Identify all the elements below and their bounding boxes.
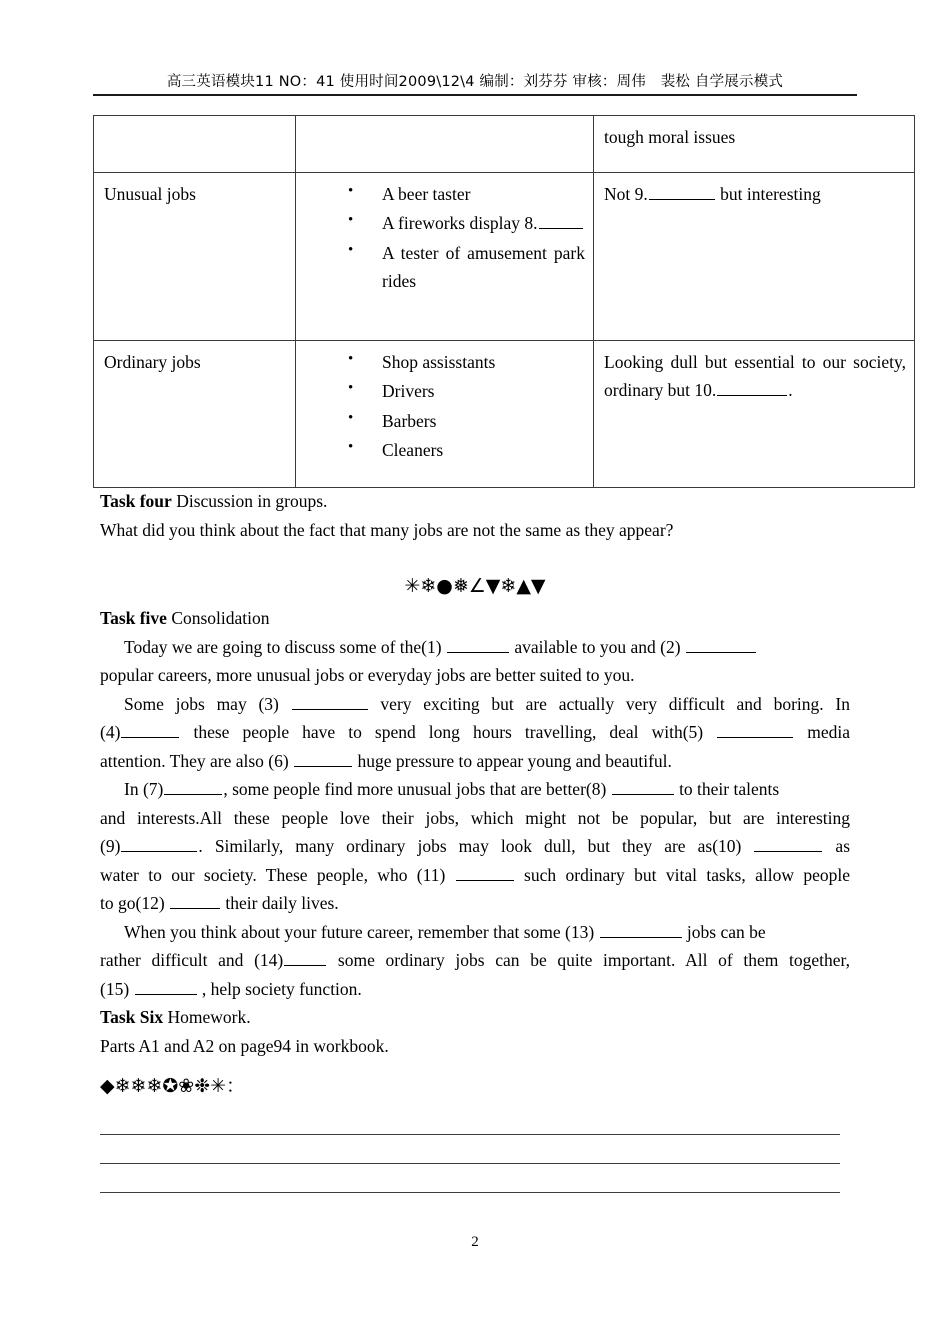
- decorative-symbols-row-2: ◆❄❄❄✪❀❉✳：: [100, 1075, 246, 1097]
- cell-category: Ordinary jobs: [94, 341, 296, 488]
- cell-note: tough moral issues: [594, 116, 915, 173]
- text-run: huge pressure to appear young and beautiful.: [353, 750, 672, 771]
- note-prefix: Not 9.: [604, 184, 648, 204]
- task-four-question: What did you think about the fact that many jobs are not the same as they appear?: [100, 519, 674, 540]
- task-five-paragraph-4-line-3: [100, 975, 850, 1004]
- text-run: , help society function.: [197, 978, 362, 999]
- task-five-heading: [100, 604, 850, 633]
- answer-blank-10: [717, 381, 787, 396]
- table-row: [94, 173, 915, 341]
- list-item: [306, 209, 585, 237]
- task-five-label: Task five: [100, 608, 167, 628]
- task-five-paragraph-3-line-5: [100, 889, 850, 918]
- answer-blank-11: [456, 866, 514, 881]
- task-six-title: Homework.: [163, 1007, 251, 1028]
- cell-category: Unusual jobs: [94, 173, 296, 341]
- text-run: available to you and (2): [509, 636, 685, 657]
- text-run: very exciting but are actually very difficult and boring. In: [368, 693, 850, 714]
- list-item: [306, 436, 585, 464]
- answer-blank-14: [284, 951, 326, 966]
- list-item-text: Shop assisstants: [382, 352, 496, 372]
- list-item: [306, 377, 585, 405]
- note-suffix: .: [788, 380, 793, 401]
- blank-writing-line-2: [100, 1163, 840, 1164]
- text-run: such ordinary but vital tasks, allow people: [514, 864, 850, 885]
- task-six-label: Task Six: [100, 1007, 164, 1028]
- text-run: (9): [100, 836, 121, 857]
- cell-category: [94, 116, 296, 173]
- answer-blank-7: [164, 780, 222, 795]
- text-run: When you think about your future career, remember that some (13): [124, 921, 599, 942]
- bullet-list: [306, 180, 585, 295]
- list-item-text: Drivers: [382, 381, 435, 402]
- answer-blank-15: [135, 980, 197, 995]
- list-item-text: Cleaners: [382, 440, 444, 461]
- blank-writing-line-3: [100, 1192, 840, 1193]
- answer-blank-1: [447, 638, 509, 653]
- task-six-line: Parts A1 and A2 on page94 in workbook.: [100, 1035, 389, 1056]
- answer-blank-5: [717, 723, 793, 738]
- answer-blank-2: [686, 638, 756, 653]
- answer-blank-13: [600, 923, 682, 938]
- task-six-heading: [100, 1003, 850, 1032]
- bullet-list: [306, 348, 585, 464]
- page-number: 2: [471, 1234, 479, 1250]
- task-five-paragraph-3-line-2: and interests.All these people love their jobs, which might not be popular, but are interesting: [100, 807, 850, 828]
- task-five-paragraph-3-line-4: [100, 861, 850, 890]
- text-run: some ordinary jobs can be quite important. All of them together,: [327, 950, 851, 971]
- list-item-text: A fireworks display 8.: [382, 213, 538, 234]
- text-run: , some people find more unusual jobs that are better(8): [223, 779, 611, 800]
- answer-blank-9b: [121, 837, 197, 852]
- table-row: [94, 341, 915, 488]
- blank-writing-line-1: [100, 1134, 840, 1135]
- cell-note: [594, 173, 915, 341]
- task-five-paragraph-3-line-1: [100, 775, 850, 804]
- text-run: rather difficult and (14): [100, 950, 284, 971]
- answer-blank-10b: [754, 837, 822, 852]
- answer-blank-3: [292, 695, 368, 710]
- text-run: as: [823, 836, 851, 857]
- text-run: jobs can be: [682, 921, 766, 942]
- task-five-paragraph-4-line-1: [100, 918, 850, 947]
- task-five-paragraph-2-line-1: [100, 690, 850, 719]
- text-run: In (7): [124, 779, 164, 800]
- list-item: [306, 407, 585, 435]
- task-four-section: [100, 487, 850, 544]
- text-run: (15): [100, 978, 134, 999]
- text-run: their daily lives.: [221, 893, 339, 914]
- cell-items: [296, 173, 594, 341]
- task-four-label: Task four: [100, 491, 172, 511]
- task-five-paragraph-2-line-2: [100, 718, 850, 747]
- list-item-text: A beer taster: [382, 184, 471, 204]
- text-run: media: [794, 722, 850, 743]
- answer-blank-9: [649, 185, 715, 200]
- cell-note: [594, 341, 915, 488]
- task-four-heading: [100, 487, 850, 516]
- task-four-title: Discussion in groups.: [171, 491, 328, 511]
- table-row: [94, 116, 915, 173]
- text-run: Today we are going to discuss some of the(1): [124, 636, 446, 657]
- text-run: (4): [100, 722, 121, 743]
- task-five-paragraph-3-line-3: [100, 832, 850, 861]
- list-item: [306, 348, 585, 376]
- text-run: . Similarly, many ordinary jobs may look dull, but they are as(10): [198, 836, 754, 857]
- text-run: to their talents: [674, 779, 780, 800]
- answer-blank-8b: [612, 780, 674, 795]
- text-run: attention. They are also (6): [100, 750, 294, 771]
- note-suffix: but interesting: [715, 184, 821, 204]
- list-item-text: Barbers: [382, 410, 437, 431]
- task-five-paragraph-1-line-2: popular careers, more unusual jobs or everyday jobs are better suited to you.: [100, 665, 635, 686]
- list-item-text: A tester of amusement park rides: [382, 242, 585, 292]
- list-item: [306, 180, 585, 208]
- header-line: 高三英语模块11 NO：41 使用时间2009\12\4 编制：刘芬芬 审核：周伟 裴松 自学展示模式: [166, 74, 784, 90]
- answer-blank-6: [294, 752, 352, 767]
- page-header: [93, 70, 857, 96]
- text-run: to go(12): [100, 893, 170, 914]
- text-run: these people have to spend long hours travelling, deal with(5): [180, 722, 717, 743]
- list-item: [306, 239, 585, 296]
- text-run: Some jobs may (3): [124, 693, 291, 714]
- task-five-paragraph-2-line-3: [100, 747, 850, 776]
- cell-items: [296, 116, 594, 173]
- text-run: water to our society. These people, who (11): [100, 864, 455, 885]
- note-prefix: Looking dull but essential to our society, ordinary but 10.: [604, 352, 906, 401]
- answer-blank-4: [121, 723, 179, 738]
- answer-blank-8: [539, 214, 583, 229]
- answer-blank-12: [170, 894, 220, 909]
- task-five-title: Consolidation: [166, 608, 270, 628]
- task-five-paragraph-1-line-1: [100, 633, 850, 662]
- task-five-paragraph-4-line-2: [100, 946, 850, 975]
- jobs-summary-table: [93, 115, 915, 488]
- cell-items: [296, 341, 594, 488]
- decorative-symbols-row-1: ✳❄●❅∠▼❄▲▼: [404, 575, 546, 597]
- task-five-section: [100, 604, 850, 1060]
